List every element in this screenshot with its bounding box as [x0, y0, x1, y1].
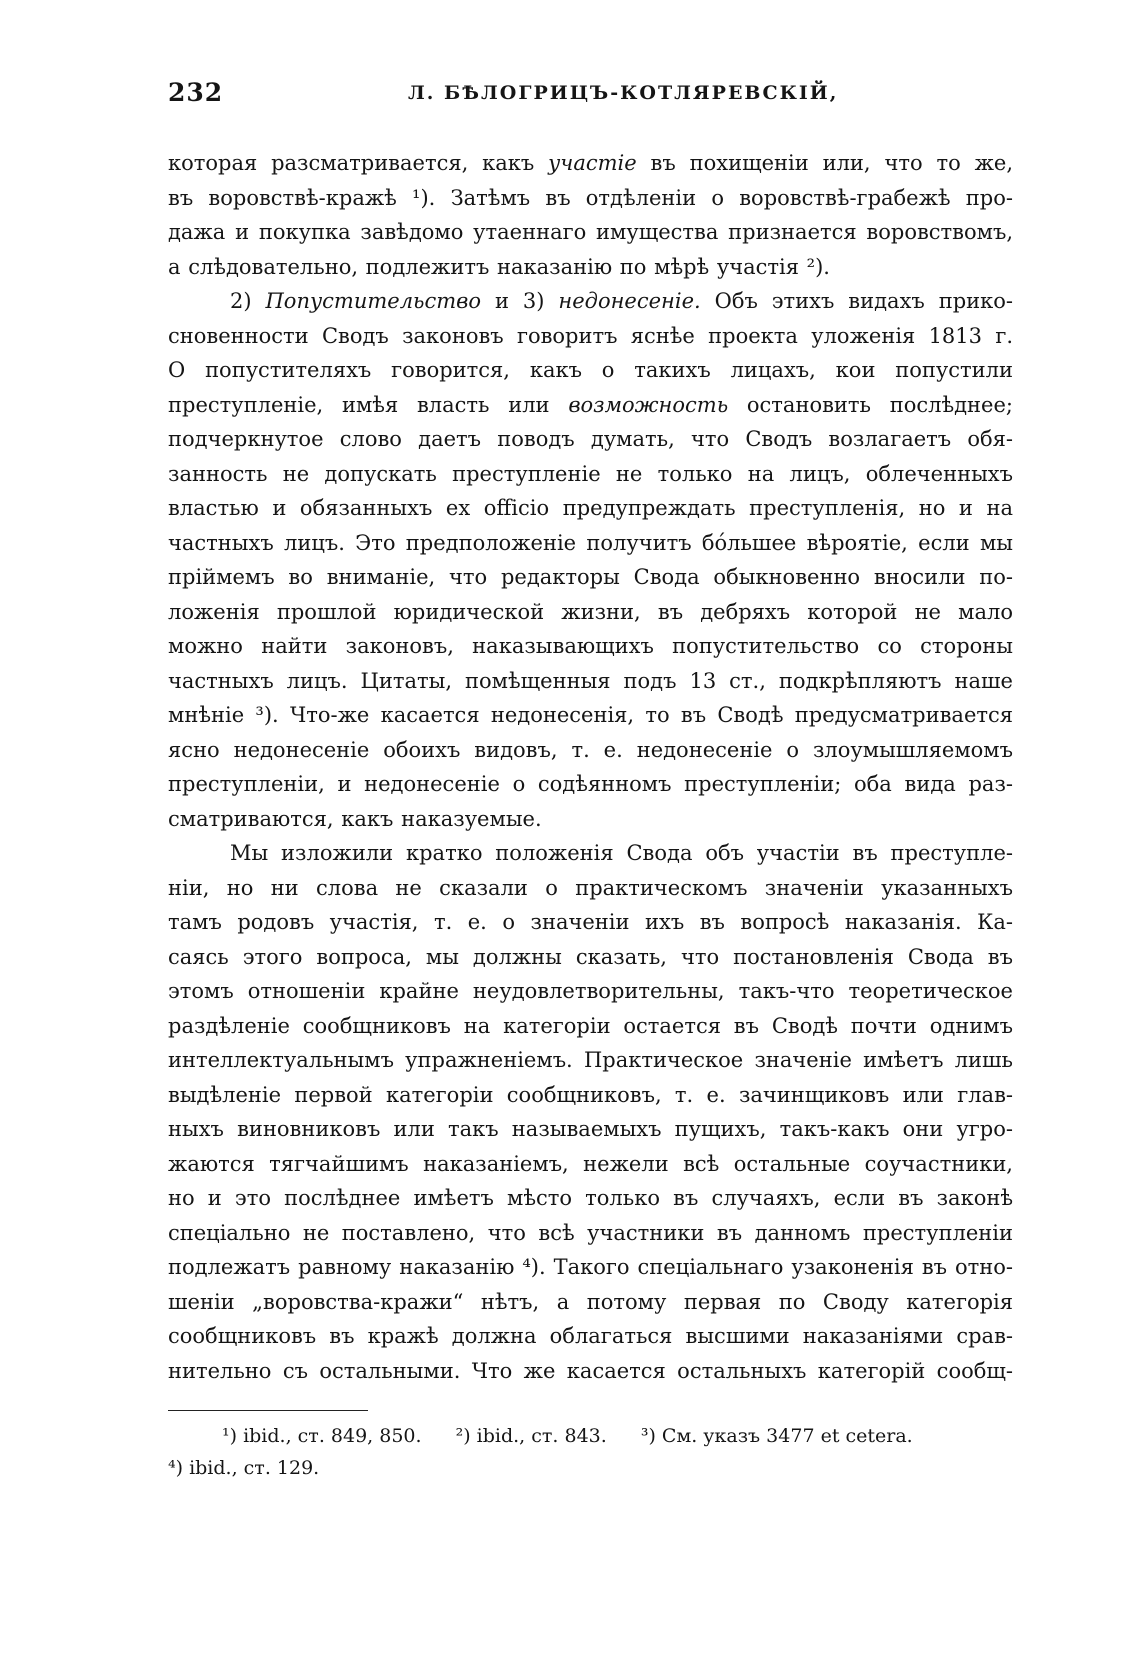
- footnotes: [168, 1420, 1013, 1484]
- body-text: [168, 146, 1013, 1388]
- footnote-separator: [168, 1410, 368, 1411]
- text-line: ложенія прошлой юридической жизни, въ дебряхъ которой не мало: [168, 599, 1013, 624]
- text-line: подчеркнутое слово даетъ поводъ думать, что Сводъ возлагаетъ обя-: [168, 427, 1013, 451]
- text-line: преступленіе, имѣя власть или возможность остановить послѣднее;: [168, 392, 1013, 417]
- text-line: подлежатъ равному наказанію ⁴). Такого спеціальнаго узаконенія въ отно-: [168, 1255, 1013, 1279]
- paragraph-3: [168, 836, 1013, 1388]
- text-line: которая разсматривается, какъ участіе въ похищеніи или, что то же,: [168, 151, 1013, 175]
- text-line: въ воровствѣ-кражѣ ¹). Затѣмъ въ отдѣленіи о воровствѣ-грабежѣ про-: [168, 185, 1013, 210]
- text-line: ніи, но ни слова не сказали о практическомъ значеніи указанныхъ: [168, 875, 1013, 900]
- footnote-3: ³) См. указъ 3477 et cetera.: [640, 1425, 913, 1447]
- text-line: а слѣдовательно, подлежитъ наказанію по мѣрѣ участія ²).: [168, 254, 830, 279]
- text-line: 2) Попустительство и 3) недонесеніе. Объ этихъ видахъ прико-: [230, 289, 1013, 313]
- footnote-4: ⁴) ibid., ст. 129.: [168, 1457, 320, 1479]
- text-line: жаются тягчайшимъ наказаніемъ, нежели всѣ остальные соучастники,: [168, 1151, 1013, 1176]
- text-line: ясно недонесеніе обоихъ видовъ, т. е. недонесеніе о злоумышляемомъ: [168, 737, 1013, 762]
- page-number: 232: [168, 78, 224, 107]
- text-line: частныхъ лицъ. Цитаты, помѣщенныя подъ 13 ст., подкрѣпляютъ наше: [168, 668, 1013, 693]
- text-line: властью и обязанныхъ ex officio предупреждать преступленія, но и на: [168, 496, 1013, 520]
- text-line: тамъ родовъ участія, т. е. о значеніи ихъ въ вопросѣ наказанія. Ка-: [168, 910, 1013, 934]
- text-line: раздѣленіе сообщниковъ на категоріи остается въ Сводѣ почти однимъ: [168, 1013, 1013, 1038]
- text-line: мнѣніе ³). Что-же касается недонесенія, то въ Сводѣ предусматривается: [168, 703, 1013, 727]
- paragraph-1: [168, 146, 1013, 284]
- footnote-2: ²) ibid., ст. 843.: [455, 1425, 607, 1447]
- text-line: интеллектуальнымъ упражненіемъ. Практическое значеніе имѣетъ лишь: [168, 1048, 1013, 1072]
- text-line: преступленіи, и недонесеніе о содѣянномъ преступленіи; оба вида раз-: [168, 772, 1013, 796]
- text-line: этомъ отношеніи крайне неудовлетворительны, такъ-что теоретическое: [168, 979, 1013, 1003]
- text-line: дажа и покупка завѣдомо утаеннаго имущества признается воровствомъ,: [168, 220, 1013, 244]
- text-line: сновенности Сводъ законовъ говоритъ яснѣе проекта уложенія 1813 г.: [168, 323, 1013, 348]
- text-line: занность не допускать преступленіе не только на лицъ, облеченныхъ: [168, 461, 1013, 486]
- text-line: сматриваются, какъ наказуемые.: [168, 806, 542, 831]
- text-line: можно найти законовъ, наказывающихъ попустительство со стороны: [168, 634, 1013, 658]
- footnote-1: ¹) ibid., ст. 849, 850.: [222, 1425, 422, 1447]
- paragraph-2: [168, 284, 1013, 836]
- text-line: Мы изложили кратко положенія Свода объ участіи въ преступле-: [230, 841, 1013, 865]
- text-line: но и это послѣднее имѣетъ мѣсто только въ случаяхъ, если въ законѣ: [168, 1186, 1013, 1210]
- text-line: выдѣленіе первой категоріи сообщниковъ, т. е. зачинщиковъ или глав-: [168, 1082, 1013, 1107]
- text-line: шеніи „воровства-кражи“ нѣтъ, а потому первая по Своду категорія: [168, 1289, 1013, 1314]
- text-line: пріймемъ во вниманіе, что редакторы Свода обыкновенно вносили по-: [168, 565, 1013, 589]
- page-header: [168, 78, 1013, 114]
- text-line: сообщниковъ въ кражѣ должна облагаться высшими наказаніями срав-: [168, 1324, 1013, 1348]
- text-line: нительно съ остальными. Что же касается остальныхъ категорій сообщ-: [168, 1358, 1013, 1383]
- text-line: спеціально не поставлено, что всѣ участники въ данномъ преступленіи: [168, 1220, 1013, 1245]
- text-line: саясь этого вопроса, мы должны сказать, что постановленія Свода въ: [168, 944, 1013, 969]
- footnote-line: [168, 1452, 1013, 1484]
- text-line: О попустителяхъ говорится, какъ о такихъ лицахъ, кои попустили: [168, 358, 1013, 382]
- footnote-line: [168, 1420, 1013, 1452]
- running-head: Л. БѢЛОГРИЦЪ-КОТЛЯРЕВСКІЙ,: [408, 82, 839, 104]
- text-line: ныхъ виновниковъ или такъ называемыхъ пущихъ, такъ-какъ они угро-: [168, 1117, 1013, 1141]
- text-line: частныхъ лицъ. Это предположеніе получитъ бо́льшее вѣроятіе, если мы: [168, 530, 1013, 555]
